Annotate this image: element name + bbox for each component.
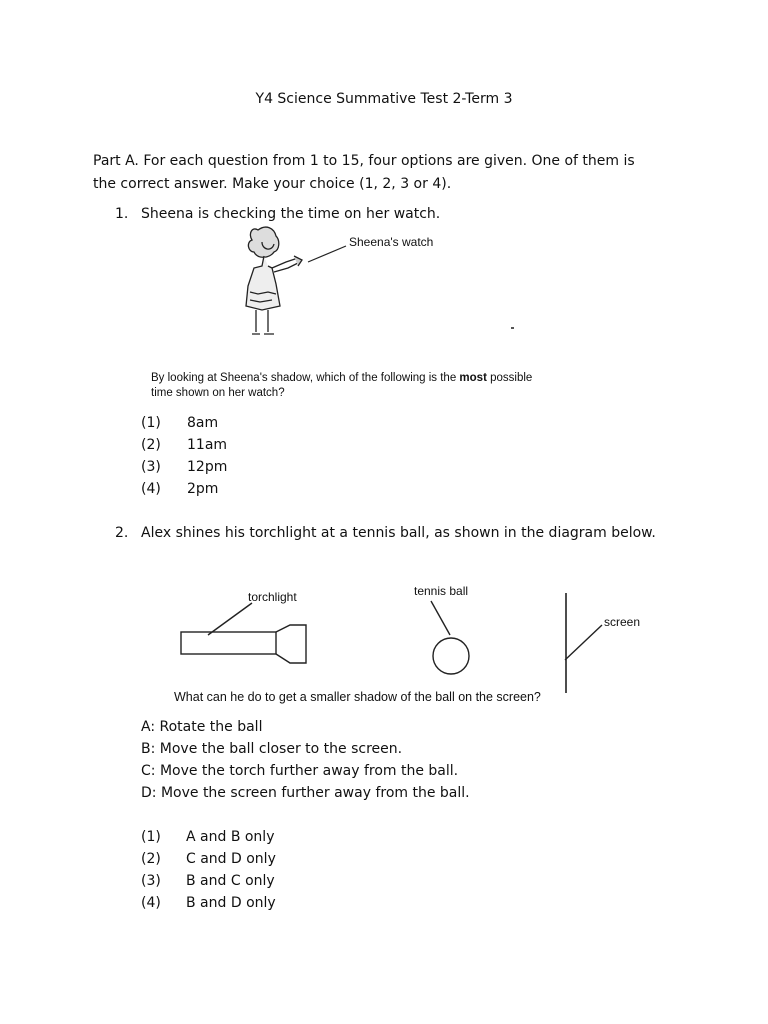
- question-1-number: 1.: [115, 206, 129, 222]
- speck: [511, 327, 514, 329]
- q1-option-3-number: (3): [141, 459, 161, 475]
- q2-option-4-number: (4): [141, 895, 161, 911]
- question-1-caption: By looking at Sheena's shadow, which of the following is the most possible: [151, 372, 533, 384]
- tennis-ball: [433, 638, 469, 674]
- q2-option-2-number: (2): [141, 851, 161, 867]
- q2-option-1-number: (1): [141, 829, 161, 845]
- q2-option-3-text: B and C only: [186, 873, 275, 889]
- watch-label: Sheena's watch: [349, 235, 434, 249]
- q1-option-2-text: 11am: [187, 437, 228, 453]
- q1-option-3-text: 12pm: [187, 459, 228, 475]
- question-2-caption: What can he do to get a smaller shadow of the ball on the screen?: [174, 690, 541, 704]
- instructions-line-1: Part A. For each question from 1 to 15, four options are given. One of them is: [93, 153, 635, 169]
- q1-option-1-number: (1): [141, 415, 161, 431]
- question-2-text: Alex shines his torchlight at a tennis ball, as shown in the diagram below.: [141, 525, 656, 541]
- statement-b: B: Move the ball closer to the screen.: [141, 741, 403, 757]
- q2-option-3-number: (3): [141, 873, 161, 889]
- question-1-text: Sheena is checking the time on her watch.: [141, 206, 441, 222]
- instructions-line-2: the correct answer. Make your choice (1, 2, 3 or 4).: [93, 176, 452, 192]
- tennis-ball-label: tennis ball: [414, 584, 469, 598]
- torchlight-label: torchlight: [248, 590, 297, 604]
- statement-c: C: Move the torch further away from the ball.: [141, 763, 459, 779]
- statement-a: A: Rotate the ball: [141, 719, 263, 735]
- q1-option-4-number: (4): [141, 481, 161, 497]
- q1-option-1-text: 8am: [187, 415, 219, 431]
- q1-option-2-number: (2): [141, 437, 161, 453]
- torch-ball-screen-diagram: [170, 585, 590, 695]
- q2-option-4-text: B and D only: [186, 895, 276, 911]
- question-2-number: 2.: [115, 525, 129, 541]
- page-title: Y4 Science Summative Test 2-Term 3: [255, 91, 513, 107]
- girl-checking-watch-illustration: [228, 222, 358, 347]
- q2-option-1-text: A and B only: [186, 829, 275, 845]
- torch-body: [181, 632, 276, 654]
- torch-head: [276, 625, 306, 663]
- q2-option-2-text: C and D only: [186, 851, 276, 867]
- screen-label: screen: [604, 615, 641, 629]
- question-1-caption-line-2: time shown on her watch?: [151, 387, 285, 399]
- statement-d: D: Move the screen further away from the ball.: [141, 785, 470, 801]
- q1-option-4-text: 2pm: [187, 481, 219, 497]
